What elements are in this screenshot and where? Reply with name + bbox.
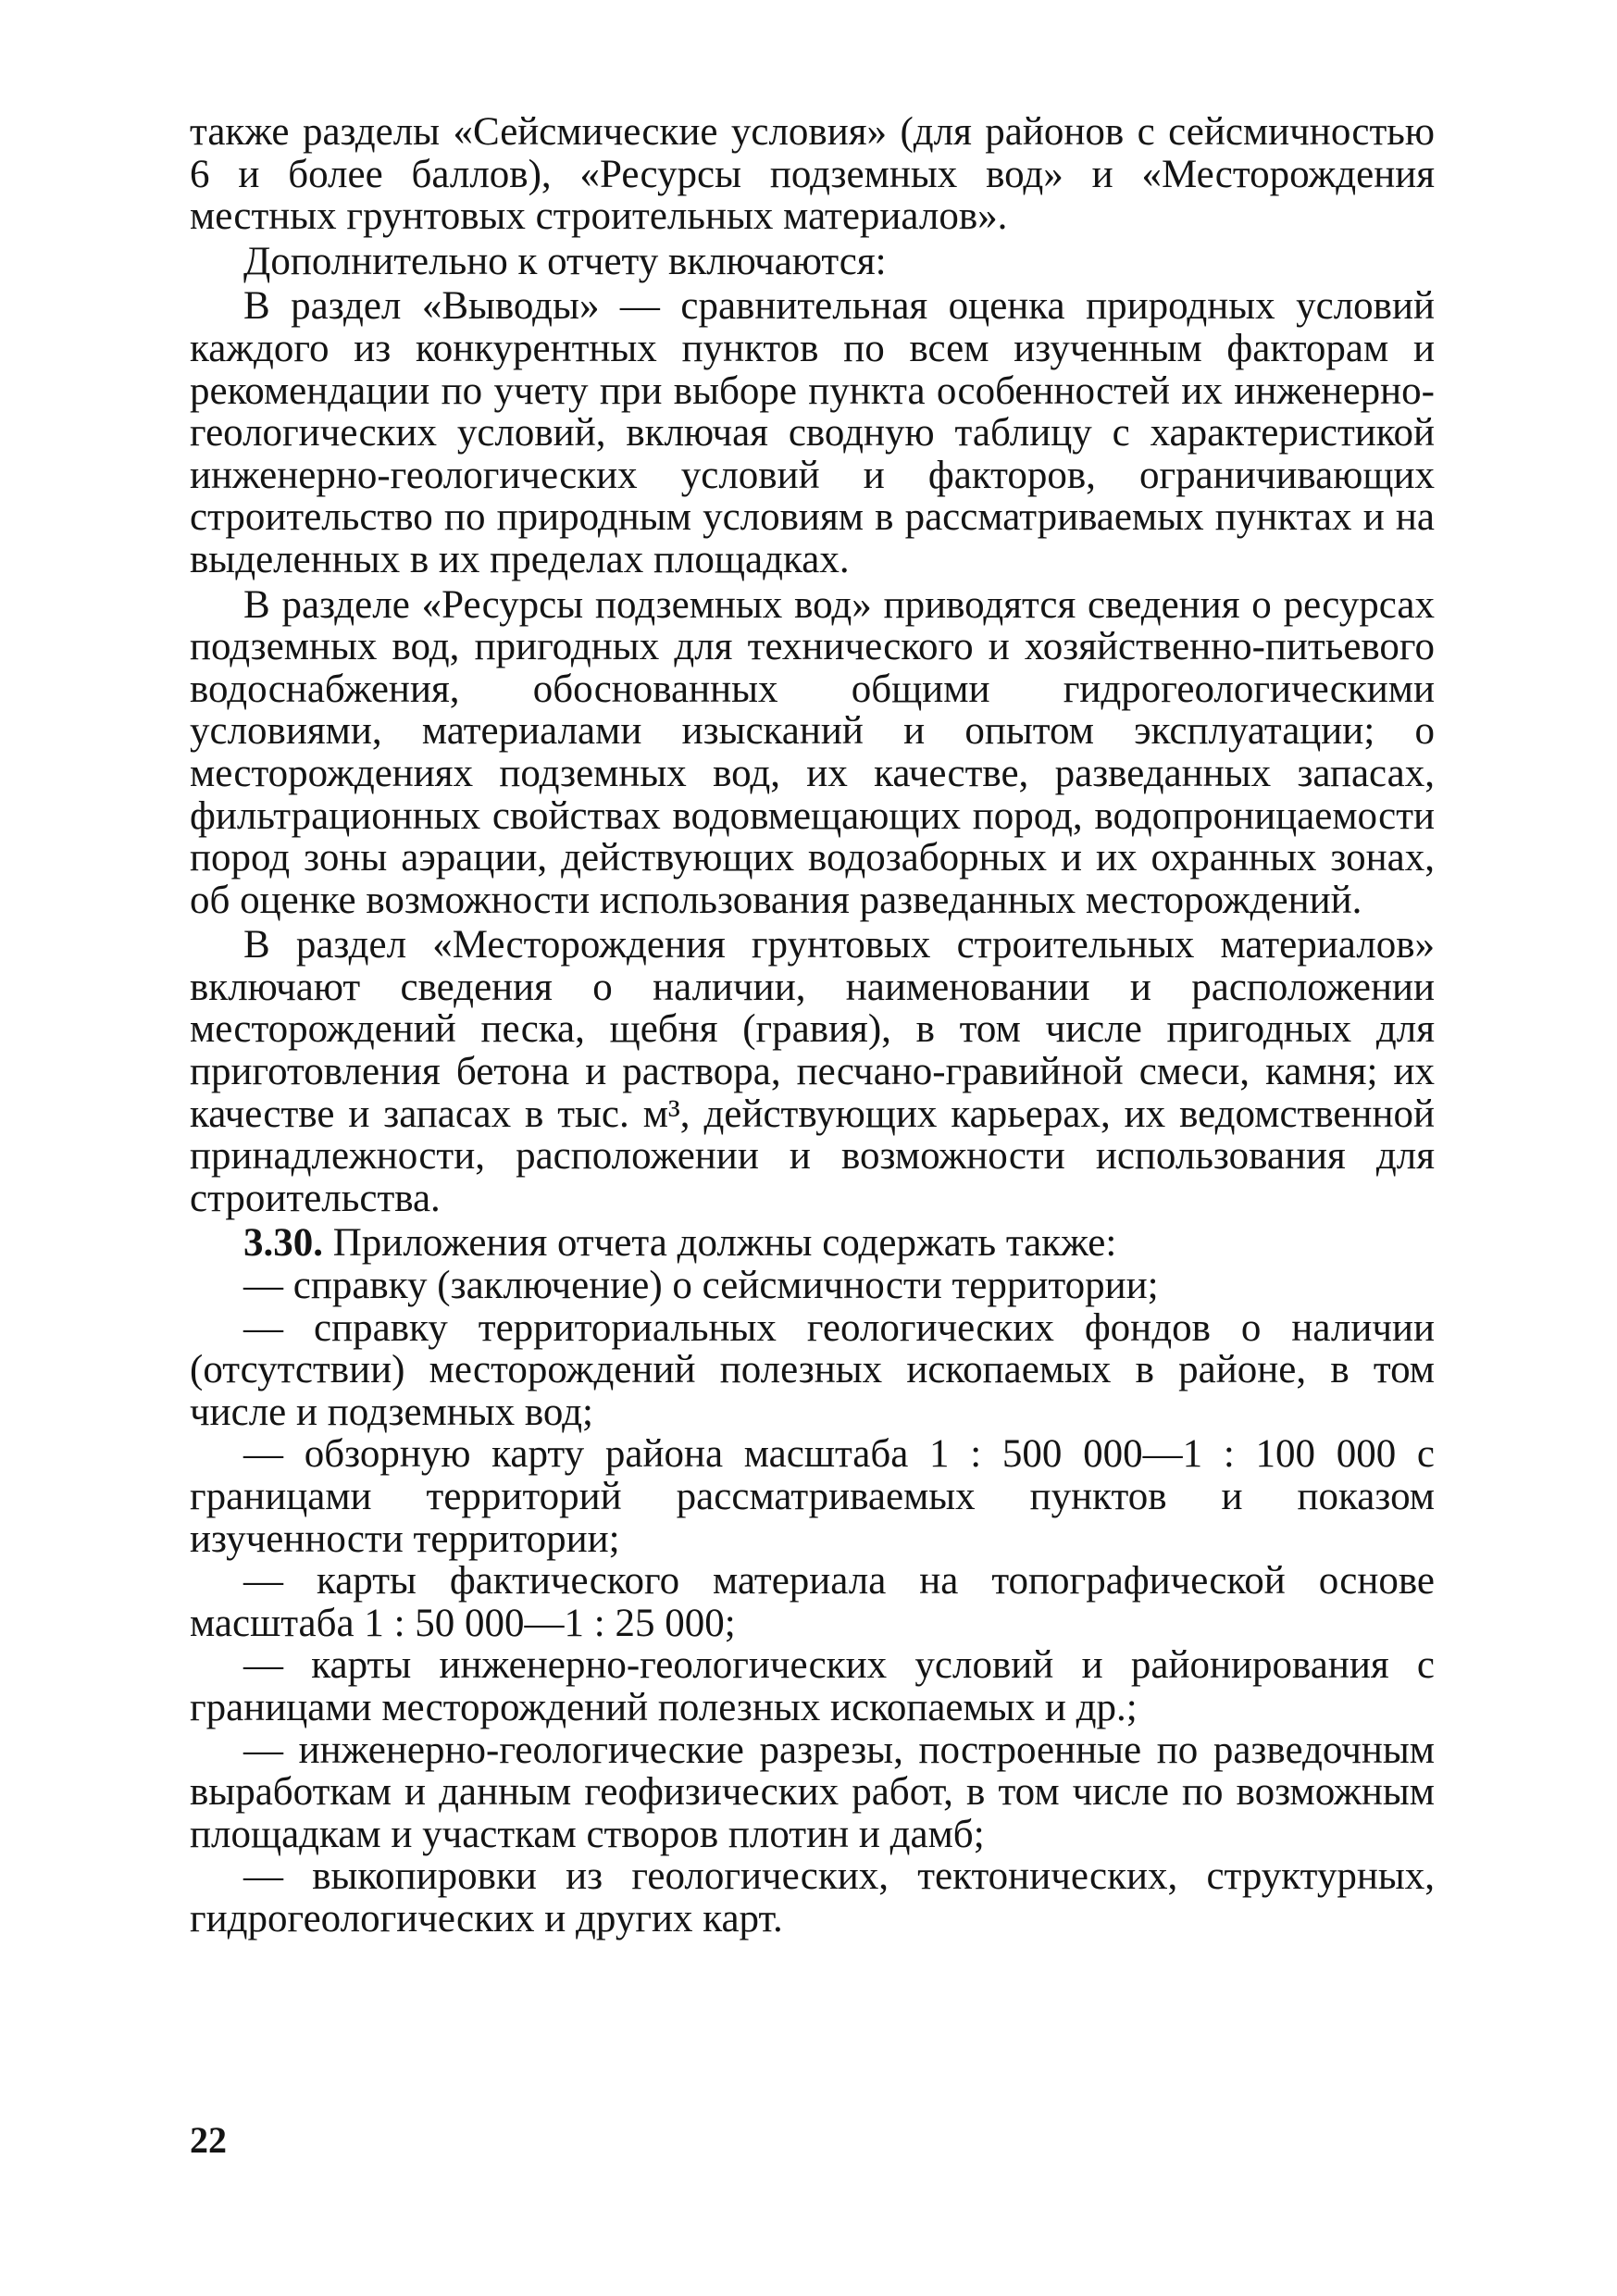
page-number: 22 [190,2119,227,2161]
list-item: — обзорную карту района масштаба 1 : 500 000—1 : 100 000 с границами территорий рассматриваемых пунктов и показом изученности территории; [190,1432,1435,1561]
list-item: — карты инженерно-геологических условий и районирования с границами месторождений полезных ископаемых и др.; [190,1643,1435,1729]
clause-text: Приложения отчета должны содержать также: [323,1221,1117,1266]
list-item: — справку (заключение) о сейсмичности территории; [243,1264,1159,1308]
clause-number: 3.30. [243,1221,323,1266]
list-item: — выкопировки из геологических, тектонических, структурных, гидрогеологических и других карт. [190,1854,1435,1940]
list-item: — инженерно-геологические разрезы, построенные по разведочным выработкам и данным геофизических работ, в том числе по возможным площадкам и участкам створов плотин и дамб; [190,1728,1435,1856]
paragraph-continuation: также разделы «Сейсмические условия» (для районов с сейсмичностью 6 и более баллов), «Ресурсы подземных вод» и «Месторождения местных грунтовых строительных материалов». [190,110,1435,239]
paragraph-additional-intro: Дополнительно к отчету включаются: [243,239,887,283]
list-item: — справку территориальных геологических фондов о наличии (отсутствии) месторождений полезных ископаемых в районе, в том числе и подземных вод; [190,1305,1435,1434]
paragraph-conclusions-section: В раздел «Выводы» — сравнительная оценка природных условий каждого из конкурентных пунктов по всем изученным факторам и рекомендации по учету при выборе пункта особенностей их инженерно-геологических условий, включая сводную таблицу с характеристикой инженерно-геологических условий и факторов, ограничивающих строительство по природным условиям в рассматриваемых пунктах и на выделенных в их пределах площадках. [190,284,1435,581]
list-item: — карты фактического материала на топографической основе масштаба 1 : 50 000—1 : 25 000; [190,1559,1435,1645]
page-body [190,111,1435,1940]
paragraph-materials-section: В раздел «Месторождения грунтовых строительных материалов» включают сведения о наличии, наименовании и расположении месторождений песка, щебня (гравия), в том числе пригодных для приготовления бетона и раствора, песчано-гравийной смеси, камня; их качестве и запасах в тыс. м³, действующих карьерах, их ведомственной принадлежности, расположении и возможности использования для строительства. [190,923,1435,1220]
paragraph-groundwater-section: В разделе «Ресурсы подземных вод» приводятся сведения о ресурсах подземных вод, пригодных для технического и хозяйственно-питьевого водоснабжения, обоснованных общими гидрогеологическими условиями, материалами изысканий и опытом эксплуатации; о месторождениях подземных вод, их качестве, разведанных запасах, фильтрационных свойствах водовмещающих пород, водопроницаемости пород зоны аэрации, действующих водозаборных и их охранных зонах, об оценке возможности использования разведанных месторождений. [190,582,1435,922]
clause-3-30 [190,1222,1435,1265]
